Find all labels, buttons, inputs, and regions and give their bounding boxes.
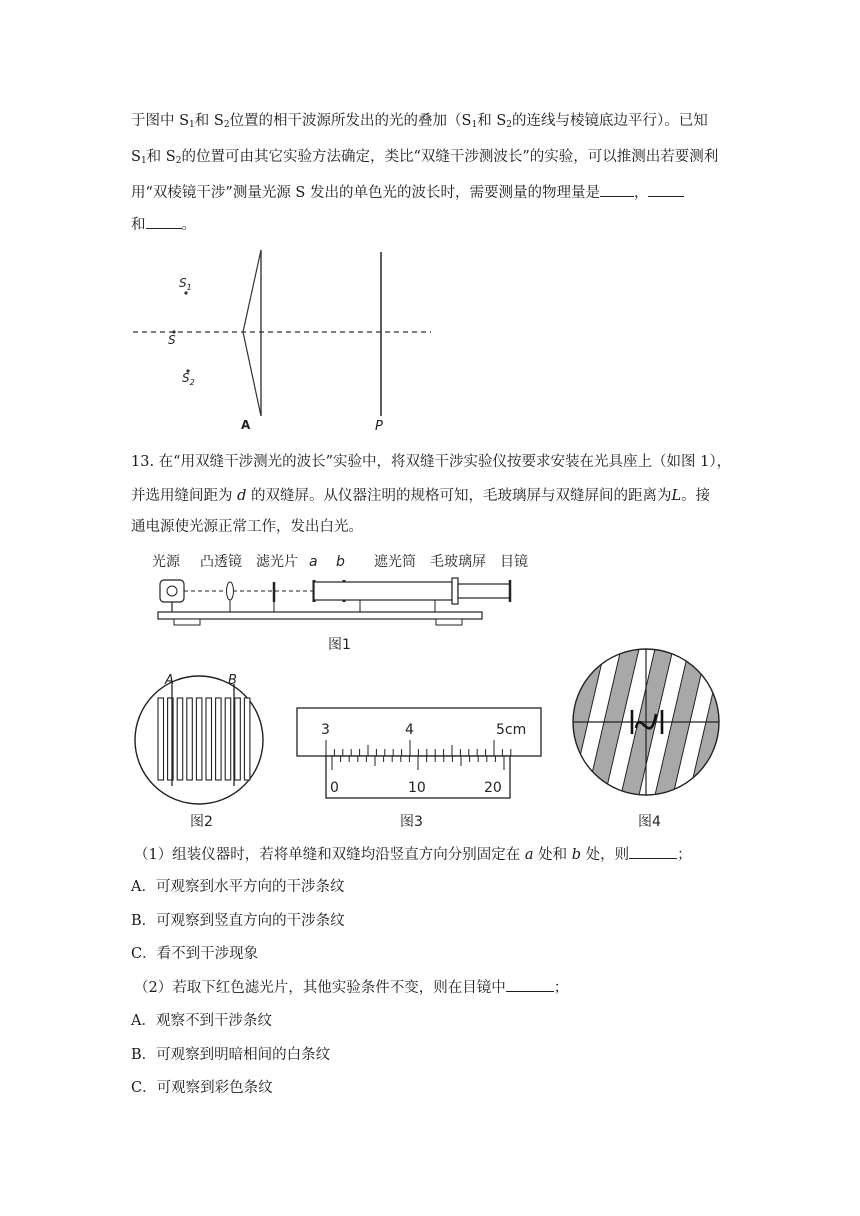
optical-bench xyxy=(158,612,482,619)
label-s: S xyxy=(168,333,176,347)
sub2-option-b: B．可观察到明暗相间的白条纹 xyxy=(131,1047,331,1063)
fig1-label-filter: 滤光片 xyxy=(256,554,298,570)
label-screen-p: P xyxy=(375,419,383,434)
bulb-icon xyxy=(167,586,177,596)
bench-foot-right xyxy=(436,619,462,625)
fig2-fringe xyxy=(206,698,212,780)
text: 和 S xyxy=(477,113,507,129)
intro-line-4 xyxy=(131,214,196,235)
vernier-tick-label-10: 10 xyxy=(408,780,426,796)
text: S xyxy=(131,149,141,165)
fig1-label-b: b xyxy=(336,554,345,570)
text: 的连线与棱镜底边平行）。已知 xyxy=(512,113,708,129)
fig2-caption: 图2 xyxy=(190,814,213,830)
sub1-option-a: A．可观察到水平方向的干涉条纹 xyxy=(131,879,345,895)
intro-line-1 xyxy=(131,111,708,131)
text: 和 S xyxy=(194,113,224,129)
q13-line-1: 13. 在“用双缝干涉测光的波长”实验中，将双缝干涉实验仪按要求安装在光具座上（如图 1）， xyxy=(131,454,732,470)
text: 处，则 xyxy=(585,847,630,863)
sub1-option-b: B．可观察到竖直方向的干涉条纹 xyxy=(131,913,345,929)
text: 和 xyxy=(131,217,146,233)
main-tick-label-4: 4 xyxy=(405,722,414,738)
text: 用“双棱镜干涉”测量光源 S 发出的单色光的波长时，需要测量的物理量是 xyxy=(131,185,600,201)
fig2-fringe xyxy=(177,698,183,780)
sub1-stem xyxy=(134,844,692,865)
fig1-label-tube: 遮光筒 xyxy=(374,554,416,570)
fig4-stripe xyxy=(754,636,812,808)
figure-4-fringes xyxy=(566,648,736,828)
bench-foot-left xyxy=(174,619,200,625)
sub: 1 xyxy=(189,120,195,130)
fig2-fringe xyxy=(235,698,241,780)
var-d: d xyxy=(237,488,247,504)
eyepiece xyxy=(458,584,510,598)
label-s2: $S_2$ xyxy=(182,371,195,387)
sub1-option-c: C．看不到干涉现象 xyxy=(131,946,259,962)
text: 。接 xyxy=(681,488,711,504)
vernier-tick-label-20: 20 xyxy=(484,780,502,796)
sub: 1 xyxy=(140,156,147,166)
biprism xyxy=(243,250,261,416)
fig2-fringe xyxy=(244,698,250,780)
text: 和 S xyxy=(146,149,176,165)
text: ， xyxy=(633,185,649,201)
sub: 2 xyxy=(175,156,182,166)
label-prism-a: A xyxy=(241,418,251,432)
fig1-label-screen: 毛玻璃屏 xyxy=(430,554,486,570)
fig2-label-b: B xyxy=(228,673,237,688)
text: 并选用缝间距为 xyxy=(131,488,233,504)
q13-line-2 xyxy=(131,486,710,506)
sub: 2 xyxy=(506,120,513,130)
main-tick-label-5cm: 5cm xyxy=(496,722,527,738)
var-l: L xyxy=(671,488,682,504)
sub: 1 xyxy=(471,120,478,130)
fig4-caption: 图4 xyxy=(638,814,661,830)
biprism-diagram xyxy=(131,240,451,440)
main-tick-label-3: 3 xyxy=(321,722,330,738)
sub: 2 xyxy=(223,120,230,130)
var-b: b xyxy=(571,847,582,863)
fig2-fringe xyxy=(196,698,202,780)
figure-3-vernier xyxy=(296,706,556,836)
text: 位置的相干波源所发出的光的叠加（S xyxy=(229,113,472,129)
fig1-caption: 图1 xyxy=(328,637,351,653)
answer-blank[interactable] xyxy=(506,977,554,992)
intro-line-3 xyxy=(131,182,684,203)
var-a: a xyxy=(524,847,534,863)
text: ； xyxy=(553,980,569,996)
fig3-caption: 图3 xyxy=(400,814,423,830)
figure-1-apparatus xyxy=(150,548,550,658)
text: 。 xyxy=(181,217,196,233)
fig2-label-a: A xyxy=(165,673,174,688)
fig1-label-light-source: 光源 xyxy=(152,554,180,570)
q13-line-3: 通电源使光源正常工作，发出白光。 xyxy=(131,519,363,535)
text: （2）若取下红色滤光片，其他实验条件不变，则在目镜中 xyxy=(134,980,506,996)
fig1-label-a: a xyxy=(309,554,318,570)
fig1-label-eyepiece: 目镜 xyxy=(500,554,528,570)
label-s1: $S_1$ xyxy=(179,276,192,292)
sub2-option-a: A．观察不到干涉条纹 xyxy=(131,1013,272,1029)
sub2-stem xyxy=(134,977,568,998)
text: 的双缝屏。从仪器注明的规格可知，毛玻璃屏与双缝屏间的距离为 xyxy=(251,488,672,504)
answer-blank[interactable] xyxy=(600,182,634,197)
convex-lens xyxy=(227,582,234,600)
answer-blank[interactable] xyxy=(146,214,182,229)
frosted-glass-screen xyxy=(452,578,458,604)
figure-2-fringes xyxy=(134,668,264,838)
answer-blank[interactable] xyxy=(648,182,684,197)
text: 于图中 S xyxy=(131,113,190,129)
vernier-tick-label-0: 0 xyxy=(330,780,339,796)
fig2-fringe xyxy=(158,698,164,780)
fig1-label-lens: 凸透镜 xyxy=(200,554,242,570)
text: （1）组装仪器时，若将单缝和双缝均沿竖直方向分别固定在 xyxy=(134,847,521,863)
text: 处和 xyxy=(538,847,568,863)
fig2-fringe xyxy=(216,698,222,780)
text: 的位置可由其它实验方法确定，类比“双缝干涉测波长”的实验，可以推测出若要测利 xyxy=(181,149,719,165)
text: ； xyxy=(677,847,692,863)
fig2-fringe xyxy=(225,698,231,780)
light-shield-tube xyxy=(314,582,452,600)
sub2-option-c: C．可观察到彩色条纹 xyxy=(131,1080,273,1096)
intro-line-2 xyxy=(131,147,718,167)
fig2-fringe xyxy=(187,698,193,780)
answer-blank[interactable] xyxy=(629,844,677,859)
fig4-stripe xyxy=(720,636,778,808)
